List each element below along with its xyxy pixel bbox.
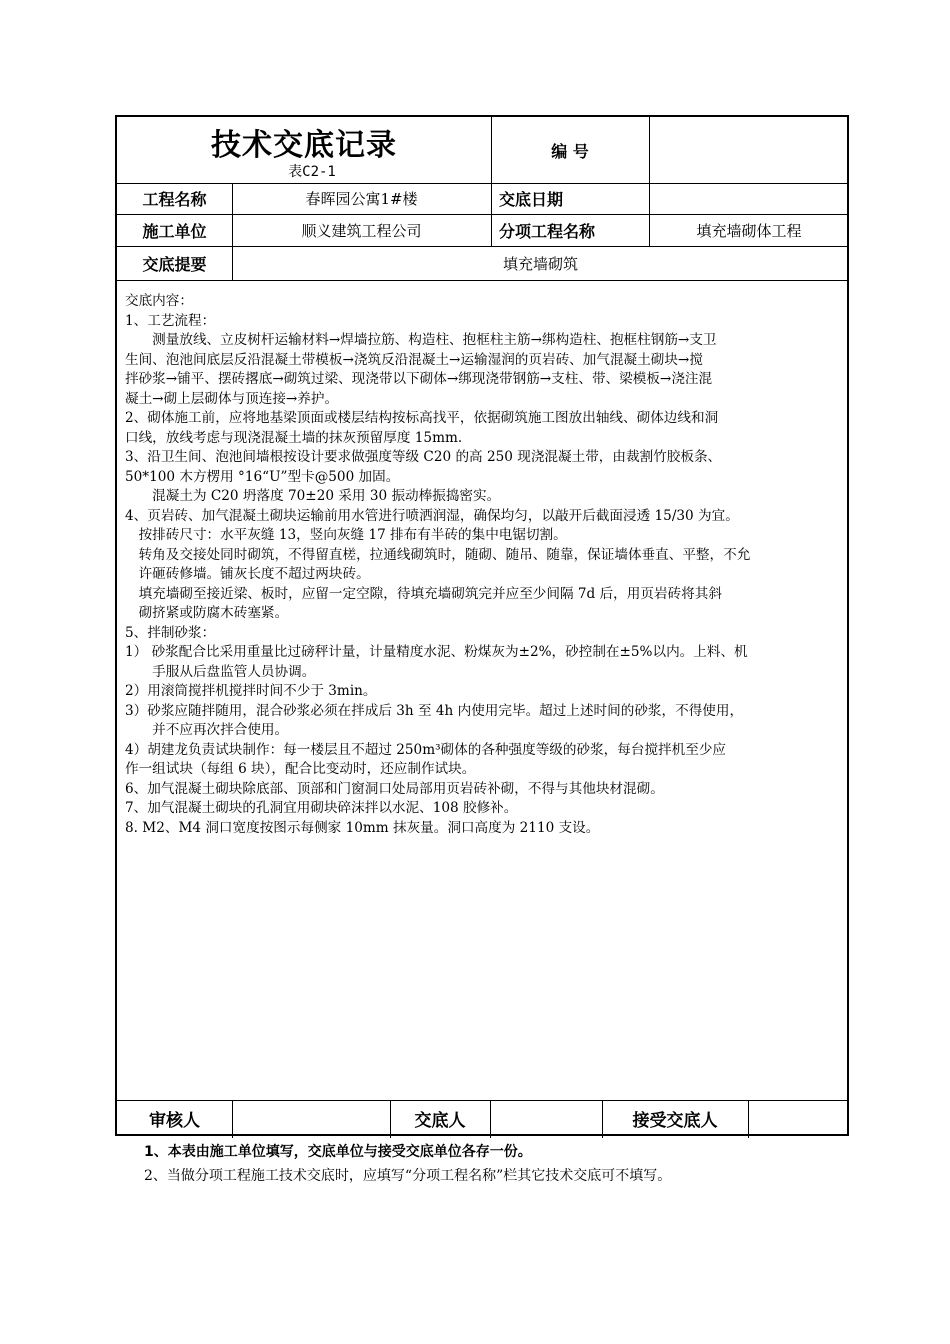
content-line: 1） 砂浆配合比采用重量比过磅秤计量，计量精度水泥、粉煤灰为±2%，砂控制在±5%以内。上料、机 <box>125 644 748 660</box>
content-line: 3）砂浆应随拌随用，混合砂浆必须在拌成后 3h 至 4h 内使用完毕。超过上述时间的砂浆，不得使用， <box>125 702 744 719</box>
content-line: 手服从后盘监管人员协调。 <box>125 663 316 680</box>
reviewer-field[interactable] <box>232 1100 390 1136</box>
content-line: 5、拌制砂浆： <box>125 624 216 641</box>
content-line: 4、页岩砖、加气混凝土砌块运输前用水管进行喷洒润湿，确保均匀，以敲开后截面浸透 15/30 为宜。 <box>125 507 739 524</box>
content-line: 测量放线、立皮树杆运输材料→焊墙拉筋、构造柱、抱框柱主筋→绑构造柱、抱框柱钢筋→支卫 <box>125 332 717 348</box>
content-line: 交底内容： <box>125 293 193 309</box>
content-line: 作一组试块（每组 6 块），配合比变动时，还应制作试块。 <box>125 761 476 777</box>
content-line: 8. M2、M4 洞口宽度按图示每侧家 10mm 抹灰量。洞口高度为 2110 支设。 <box>125 819 600 836</box>
receiver-field[interactable] <box>748 1100 849 1136</box>
footnote-1: 1、本表由施工单位填写，交底单位与接受交底单位各存一份。 <box>144 1144 532 1160</box>
summary-label: 交底提要 <box>142 254 207 274</box>
content-line: 转角及交接处同时砌筑，不得留直槎，拉通线砌筑时，随砌、随吊、随靠，保证墙体垂直、平整，不允 <box>125 546 751 563</box>
content-line: 2）用滚筒搅拌机搅拌时间不少于 3min。 <box>125 683 377 699</box>
form-code: 表C2-1 <box>288 164 336 180</box>
content-line: 填充墙砌至接近梁、板时，应留一定空隙，待填充墙砌筑完并应至少间隔 7d 后，用页岩砖将其斜 <box>125 585 722 602</box>
date-label: 交底日期 <box>499 190 564 209</box>
content-line: 混凝土为 C20 坍落度 70±20 采用 30 振动棒振捣密实。 <box>125 488 501 504</box>
date-field[interactable] <box>649 183 849 214</box>
discloser-field[interactable] <box>490 1100 602 1136</box>
project-name-label: 工程名称 <box>142 190 207 209</box>
content-line: 按排砖尺寸：水平灰缝 13，竖向灰缝 17 排布有半砖的集中电锯切割。 <box>125 527 567 543</box>
sub-project-field[interactable]: 填充墙砌体工程 <box>696 221 802 240</box>
content-line: 7、加气混凝土砌块的孔洞宜用砌块碎沫拌以水泥、108 胶修补。 <box>125 800 518 816</box>
content-line: 许砸砖修墙。铺灰长度不超过两块砖。 <box>125 566 370 582</box>
footnote-2: 2、当做分项工程施工技术交底时，应填写“分项工程名称”栏其它技术交底可不填写。 <box>144 1168 672 1184</box>
reviewer-label: 审核人 <box>149 1110 200 1131</box>
project-name-field[interactable]: 春晖园公寓1#楼 <box>305 190 418 208</box>
content-line: 生间、泡池间底层反沿混凝土带模板→浇筑反沿混凝土→运输湿润的页岩砖、加气混凝土砌块→搅 <box>125 351 703 368</box>
content-line: 4）胡建龙负责试块制作：每一楼层且不超过 250m³砌体的各种强度等级的砂浆，每台搅拌机至少应 <box>125 741 727 758</box>
content-line: 并不应再次拌合使用。 <box>125 722 289 738</box>
number-field[interactable] <box>649 117 849 183</box>
summary-field[interactable]: 填充墙砌筑 <box>502 254 578 273</box>
number-label: 编 号 <box>551 141 589 161</box>
sub-project-label: 分项工程名称 <box>499 221 596 241</box>
footnotes <box>144 1140 671 1188</box>
disclosure-content <box>125 292 843 838</box>
content-line: 凝土→砌上层砌体与顶连接→养护。 <box>125 390 339 407</box>
construction-unit-field[interactable]: 顺义建筑工程公司 <box>301 221 422 240</box>
content-line: 1、工艺流程： <box>125 312 216 329</box>
content-line: 2、砌体施工前，应将地基梁顶面或楼层结构按标高找平，依据砌筑施工图放出轴线、砌体边线和洞 <box>125 410 719 426</box>
row-divider <box>117 280 847 281</box>
form-title: 技术交底记录 <box>211 128 397 163</box>
discloser-label: 交底人 <box>414 1110 466 1131</box>
content-line: 6、加气混凝土砌块除底部、顶部和门窗洞口处局部用页岩砖补砌，不得与其他块材混砌。 <box>125 780 664 797</box>
content-line: 砌挤紧或防腐木砖塞紧。 <box>125 605 289 621</box>
receiver-label: 接受交底人 <box>632 1110 718 1131</box>
content-line: 拌砂浆→铺平、摆砖撂底→砌筑过梁、现浇带以下砌体→绑现浇带钢筋→支柱、带、梁模板→浇注混 <box>125 371 713 387</box>
content-line: 口线，放线考虑与现浇混凝土墙的抹灰预留厚度 15mm. <box>125 429 463 446</box>
construction-unit-label: 施工单位 <box>142 221 207 241</box>
content-line: 50*100 木方楞用 °16“U”型卡@500 加固。 <box>125 468 400 485</box>
disclosure-form <box>115 115 849 1136</box>
content-line: 3、沿卫生间、泡池间墙根按设计要求做强度等级 C20 的高 250 现浇混凝土带，由裁割竹胶板条、 <box>125 449 722 465</box>
